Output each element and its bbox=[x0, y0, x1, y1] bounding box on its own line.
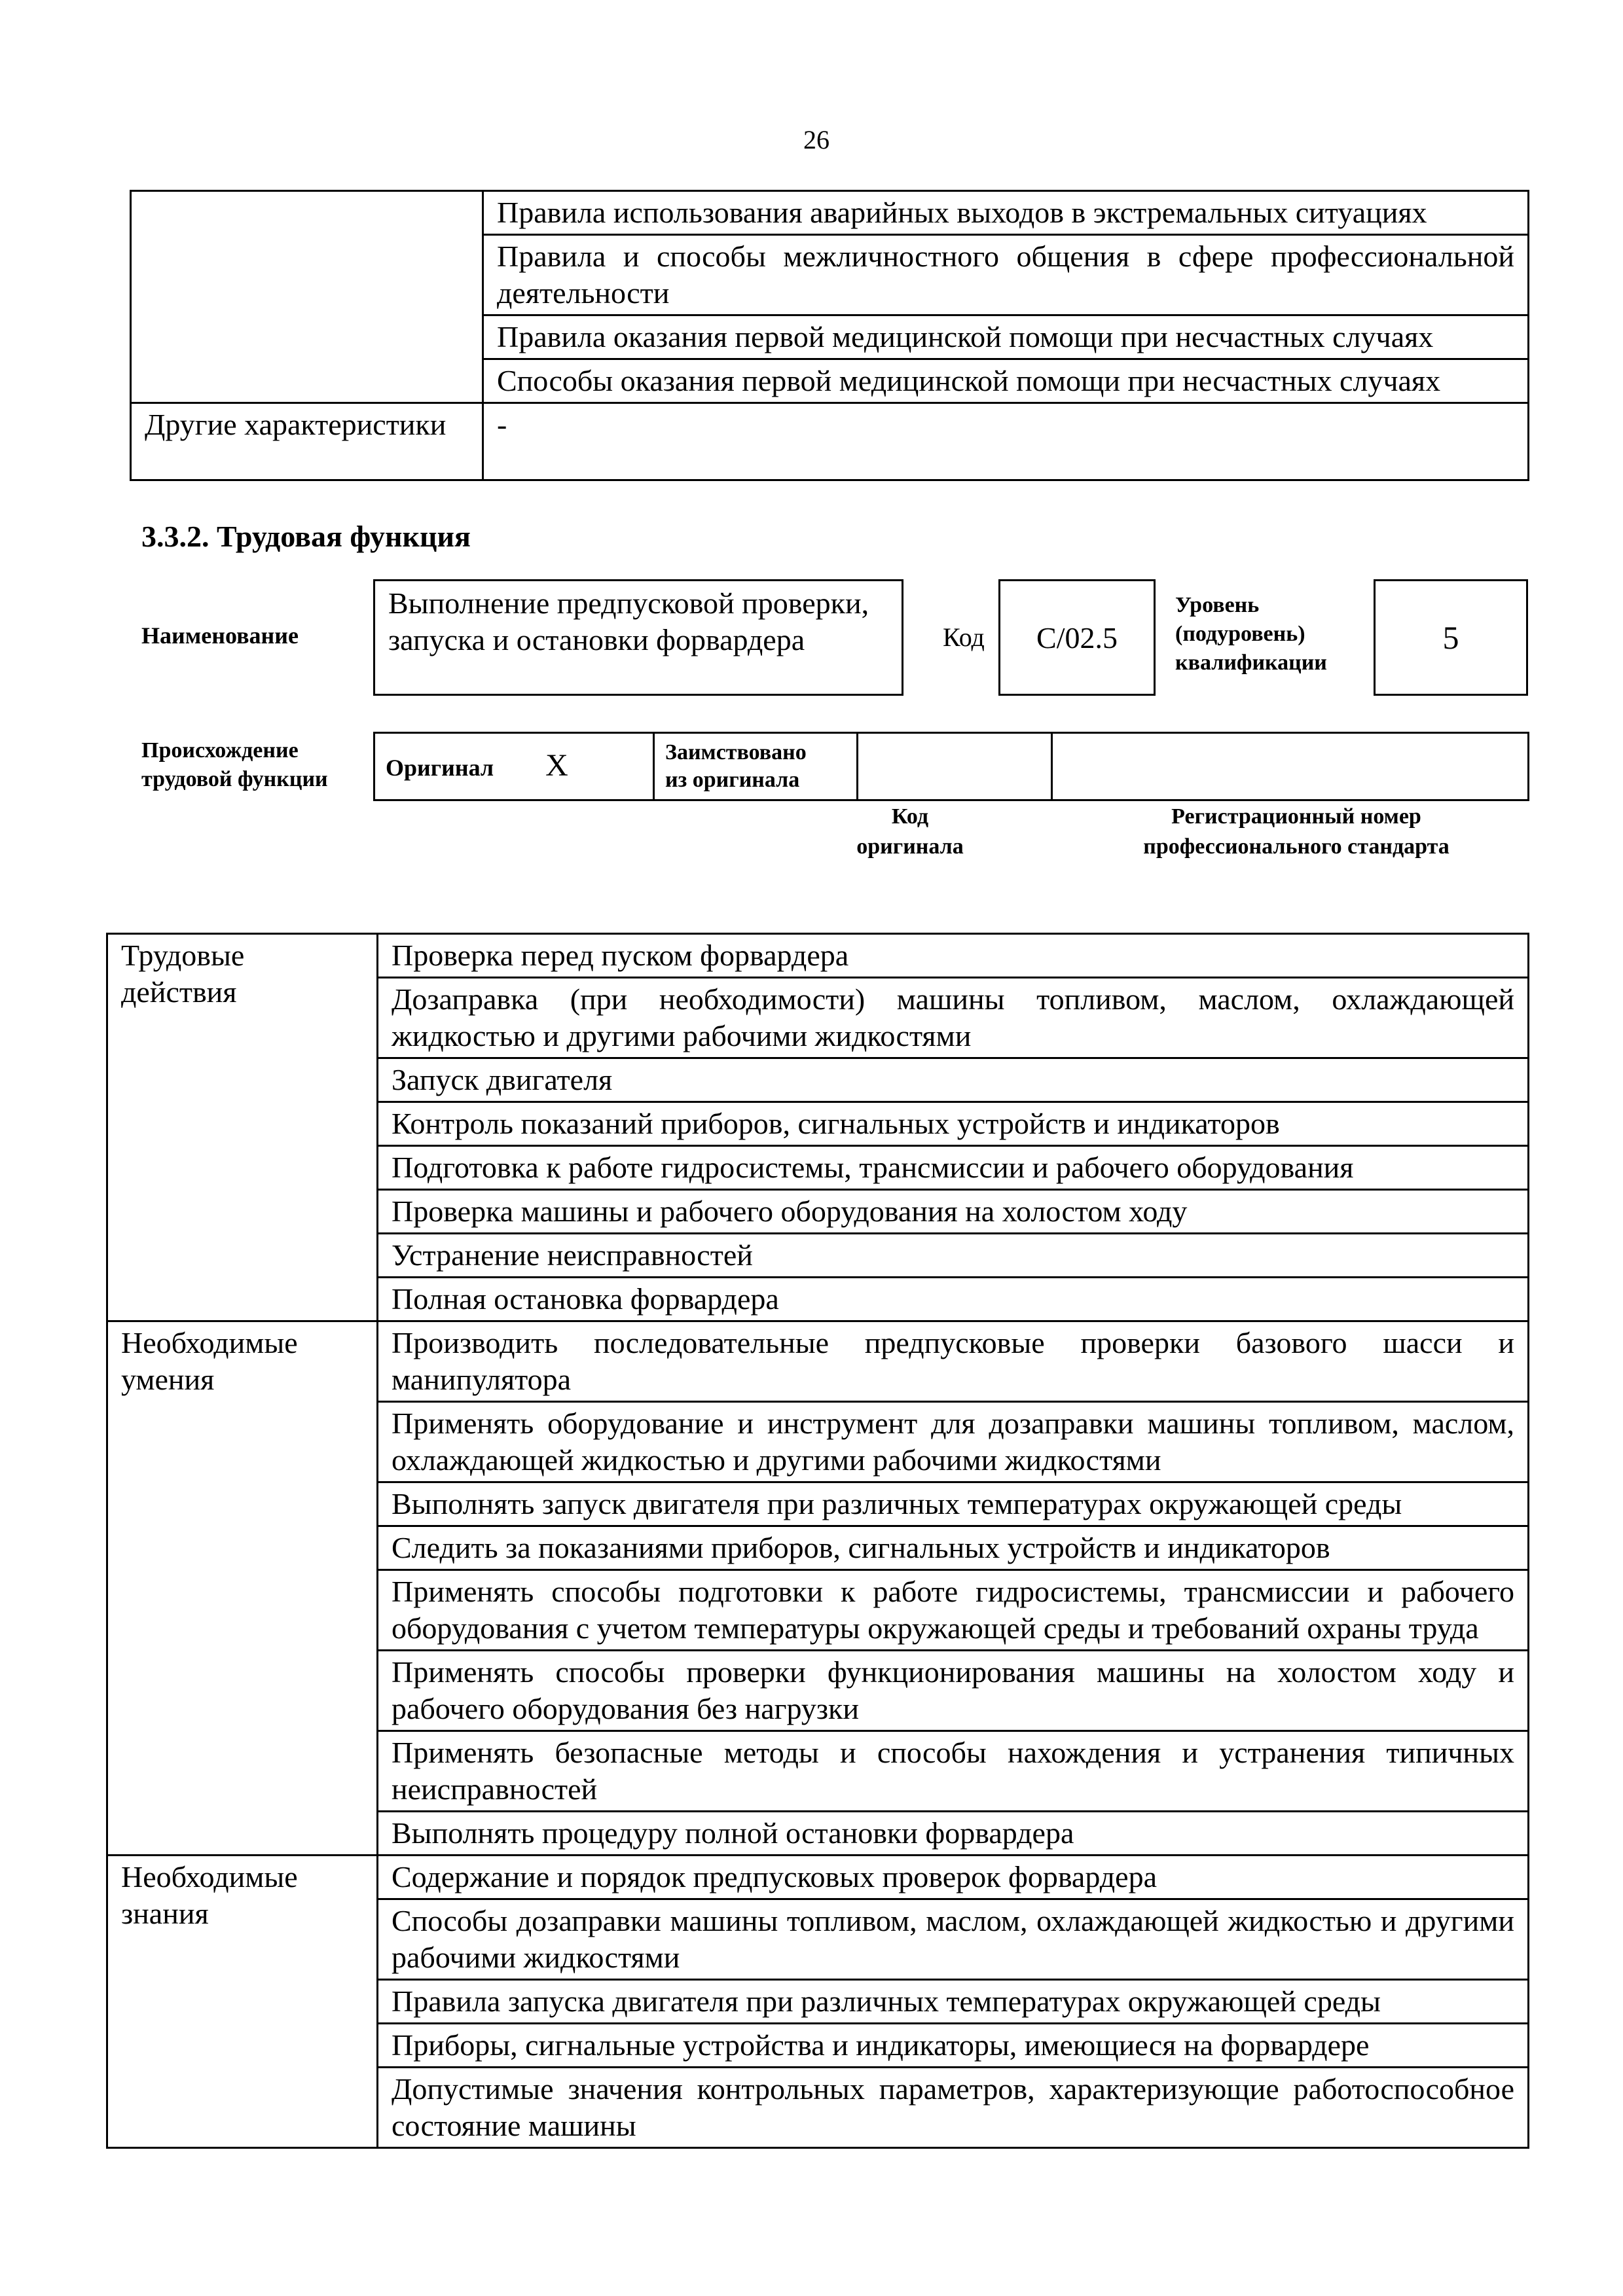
caption-line: профессионального стандарта bbox=[1143, 834, 1450, 859]
reg-number-caption bbox=[1074, 802, 1519, 862]
level-label-line: Уровень bbox=[1175, 593, 1260, 617]
knowledge-item: Содержание и порядок предпусковых проверок форвардера bbox=[378, 1856, 1529, 1899]
origin-label-line: трудовой функции bbox=[141, 767, 328, 791]
skill-item: Применять оборудование и инструмент для дозаправки машины топливом, маслом, охлаждающей жидкостью и другими рабочими жидкостями bbox=[378, 1402, 1529, 1482]
original-label: Оригинал bbox=[386, 754, 494, 781]
code-original-caption bbox=[845, 802, 976, 862]
table-row bbox=[107, 934, 1529, 978]
other-characteristics-value: - bbox=[483, 403, 1529, 480]
labor-function-table bbox=[106, 933, 1529, 2149]
borrowed-label-line: из оригинала bbox=[665, 768, 800, 792]
table-cell: Правила использования аварийных выходов в экстремальных ситуациях bbox=[483, 191, 1529, 235]
level-label-line: (подуровень) bbox=[1175, 622, 1305, 646]
origin-table bbox=[373, 732, 1529, 801]
action-item: Устранение неисправностей bbox=[378, 1234, 1529, 1278]
code-label: Код bbox=[943, 622, 985, 652]
level-label bbox=[1175, 591, 1327, 677]
knowledge-item: Правила запуска двигателя при различных температурах окружающей среды bbox=[378, 1980, 1529, 2024]
actions-label: Трудовые действия bbox=[107, 934, 378, 1321]
other-characteristics-label: Другие характеристики bbox=[131, 403, 483, 480]
page-number: 26 bbox=[803, 125, 830, 154]
action-item: Полная остановка форвардера bbox=[378, 1278, 1529, 1321]
knowledge-item: Приборы, сигнальные устройства и индикаторы, имеющиеся на форвардере bbox=[378, 2024, 1529, 2068]
action-item: Проверка машины и рабочего оборудования на холостом ходу bbox=[378, 1190, 1529, 1234]
name-label: Наименование bbox=[141, 622, 299, 649]
level-label-line: квалификации bbox=[1175, 651, 1327, 675]
code-original-cell bbox=[858, 733, 1052, 800]
table-row bbox=[131, 191, 1529, 235]
action-item: Проверка перед пуском форвардера bbox=[378, 934, 1529, 978]
caption-line: Код bbox=[891, 804, 929, 829]
knowledge-item: Способы дозаправки машины топливом, маслом, охлаждающей жидкостью и другими рабочими жидкостями bbox=[378, 1899, 1529, 1980]
skill-item: Выполнять запуск двигателя при различных температурах окружающей среды bbox=[378, 1482, 1529, 1526]
borrowed-label-line: Заимствовано bbox=[665, 740, 807, 764]
table-row bbox=[107, 1856, 1529, 1899]
caption-line: Регистрационный номер bbox=[1171, 804, 1421, 829]
skill-item: Применять безопасные методы и способы нахождения и устранения типичных неисправностей bbox=[378, 1731, 1529, 1812]
skill-item: Выполнять процедуру полной остановки форвардера bbox=[378, 1812, 1529, 1856]
action-item: Запуск двигателя bbox=[378, 1058, 1529, 1102]
origin-label bbox=[141, 736, 328, 794]
table-cell: Правила оказания первой медицинской помощи при несчастных случаях bbox=[483, 315, 1529, 359]
table-cell: Способы оказания первой медицинской помощи при несчастных случаях bbox=[483, 359, 1529, 403]
table-cell-empty bbox=[131, 191, 483, 403]
knowledge-item: Допустимые значения контрольных параметров, характеризующие работоспособное состояние машины bbox=[378, 2068, 1529, 2148]
table-row bbox=[107, 1321, 1529, 1402]
original-mark: X bbox=[545, 747, 568, 783]
caption-line: оригинала bbox=[856, 834, 964, 859]
skill-item: Применять способы подготовки к работе гидросистемы, трансмиссии и рабочего оборудования с учетом температуры окружающей среды и требований охраны труда bbox=[378, 1570, 1529, 1651]
original-cell bbox=[374, 733, 654, 800]
top-requirements-table bbox=[130, 190, 1529, 481]
action-item: Дозаправка (при необходимости) машины топливом, маслом, охлаждающей жидкостью и другими рабочими жидкостями bbox=[378, 978, 1529, 1058]
section-heading: 3.3.2. Трудовая функция bbox=[141, 520, 471, 553]
code-value-box: C/02.5 bbox=[998, 579, 1156, 696]
borrowed-cell bbox=[654, 733, 858, 800]
skills-label: Необходимые умения bbox=[107, 1321, 378, 1856]
function-name-box: Выполнение предпусковой проверки, запуска и остановки форвардера bbox=[373, 579, 903, 696]
table-cell: Правила и способы межличностного общения в сфере профессиональной деятельности bbox=[483, 235, 1529, 315]
origin-label-line: Происхождение bbox=[141, 738, 299, 762]
action-item: Подготовка к работе гидросистемы, трансмиссии и рабочего оборудования bbox=[378, 1146, 1529, 1190]
action-item: Контроль показаний приборов, сигнальных устройств и индикаторов bbox=[378, 1102, 1529, 1146]
table-row bbox=[374, 733, 1529, 800]
skill-item: Следить за показаниями приборов, сигнальных устройств и индикаторов bbox=[378, 1526, 1529, 1570]
table-row bbox=[131, 403, 1529, 480]
level-value-box: 5 bbox=[1374, 579, 1528, 696]
skill-item: Производить последовательные предпусковые проверки базового шасси и манипулятора bbox=[378, 1321, 1529, 1402]
knowledge-label: Необходимые знания bbox=[107, 1856, 378, 2148]
reg-number-cell bbox=[1052, 733, 1529, 800]
skill-item: Применять способы проверки функционирования машины на холостом ходу и рабочего оборудования без нагрузки bbox=[378, 1651, 1529, 1731]
